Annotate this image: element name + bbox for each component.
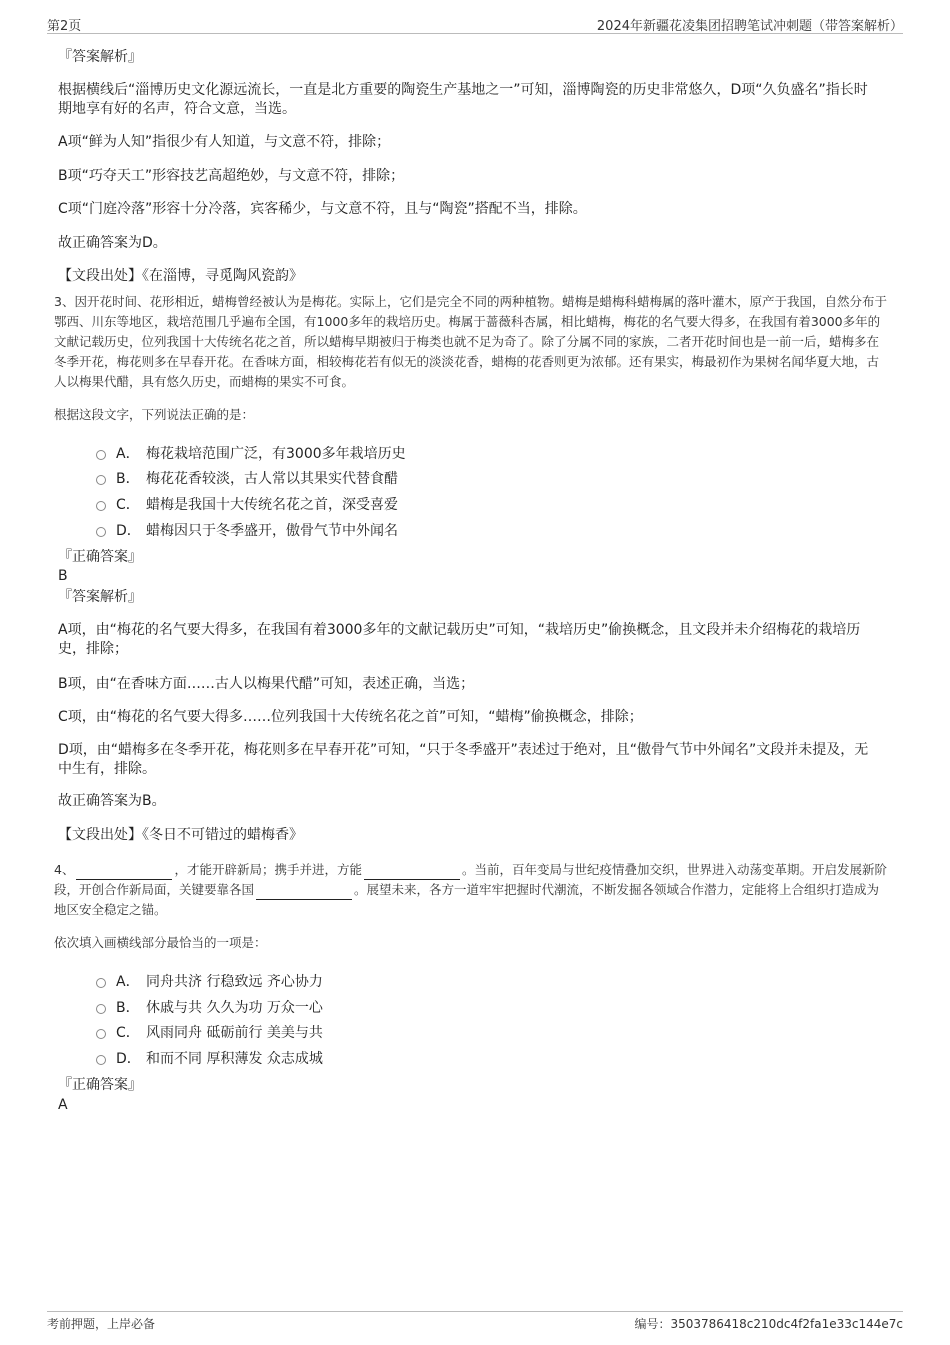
document-title: 2024年新疆花凌集团招聘笔试冲刺题（带答案解析）: [596, 19, 903, 34]
page-number: 第2页: [47, 19, 82, 34]
q4-segment-1: ，才能开辟新局；携手并进，方能: [174, 862, 362, 877]
option-letter: B．: [116, 1000, 140, 1016]
option-text: 蜡梅是我国十大传统名花之首，深受喜爱: [146, 497, 398, 513]
q4-prompt: 依次填入画横线部分最恰当的一项是：: [54, 935, 267, 950]
radio-icon[interactable]: [96, 1055, 106, 1065]
option-letter: D．: [116, 523, 141, 539]
fill-blank-2: [364, 865, 460, 880]
option-text: 同舟共济 行稳致远 齐心协力: [146, 974, 323, 990]
radio-icon[interactable]: [96, 1029, 106, 1039]
q3-analysis-label: 『答案解析』: [58, 589, 142, 605]
q2-source: 【文段出处】《在淄博，寻觅陶风瓷韵》: [58, 268, 303, 284]
fill-blank-1: [76, 865, 172, 880]
option-text: 梅花栽培范围广泛，有3000多年栽培历史: [146, 446, 406, 462]
radio-icon[interactable]: [96, 1004, 106, 1014]
q3-answer-label: 『正确答案』: [58, 549, 142, 565]
radio-icon[interactable]: [96, 978, 106, 988]
option-text: 和而不同 厚积薄发 众志成城: [146, 1051, 323, 1067]
q3-analysis-a: A项，由“梅花的名气要大得多，在我国有着3000多年的文献记载历史”可知，“栽培历史”偷换概念，且文段并未介绍梅花的栽培历史，排除；: [58, 622, 861, 657]
option-text: 风雨同舟 砥砺前行 美美与共: [146, 1025, 323, 1041]
option-letter: A．: [116, 446, 140, 462]
option-text: 梅花花香较淡，古人常以其果实代替食醋: [146, 471, 398, 487]
q3-option-b[interactable]: [96, 468, 398, 488]
q4-passage: [54, 860, 890, 920]
option-letter: B．: [116, 471, 140, 487]
radio-icon[interactable]: [96, 527, 106, 537]
q2-conclusion: 故正确答案为D。: [58, 235, 167, 251]
q3-prompt: 根据这段文字，下列说法正确的是：: [54, 407, 255, 422]
option-text: 休戚与共 久久为功 万众一心: [146, 1000, 323, 1016]
radio-icon[interactable]: [96, 501, 106, 511]
q3-option-a[interactable]: [96, 443, 406, 463]
radio-icon[interactable]: [96, 475, 106, 485]
q4-segment-3: 。展望未来，各方一道牢牢把握时代潮流，不断发掘各领域合作潜力，定能将上合组织打造成为地区安全稳定之锚。: [54, 882, 880, 917]
q4-number: 4、: [54, 862, 75, 877]
option-letter: C．: [116, 1025, 140, 1041]
q2-option-c-analysis: C项“门庭冷落”形容十分冷落，宾客稀少，与文意不符，且与“陶瓷”搭配不当，排除。: [58, 201, 587, 217]
footer-slogan: 考前押题，上岸必备: [47, 1317, 156, 1331]
footer-divider: [47, 1311, 903, 1312]
q3-analysis-d: D项，由“蜡梅多在冬季开花，梅花则多在早春开花”可知，“只于冬季盛开”表述过于绝对，且“傲骨气节中外闻名”文段并未提及，无中生有，排除。: [58, 742, 869, 777]
option-text: 蜡梅因只于冬季盛开，傲骨气节中外闻名: [146, 523, 398, 539]
q2-analysis-label: 『答案解析』: [58, 49, 142, 65]
q4-option-b[interactable]: [96, 997, 323, 1017]
q4-answer-label: 『正确答案』: [58, 1077, 142, 1093]
q2-option-b-analysis: B项“巧夺天工”形容技艺高超绝妙，与文意不符，排除；: [58, 168, 405, 184]
fill-blank-3: [256, 885, 352, 900]
document-code: 编号：3503786418c210dc4f2fa1e33c144e7c: [634, 1317, 903, 1331]
q4-option-c[interactable]: [96, 1022, 323, 1042]
q3-analysis-c: C项，由“梅花的名气要大得多……位列我国十大传统名花之首”可知，“蜡梅”偷换概念，排除；: [58, 709, 643, 725]
option-letter: A．: [116, 974, 140, 990]
q3-answer: B: [58, 568, 68, 584]
q3-passage: 3、因开花时间、花形相近，蜡梅曾经被认为是梅花。实际上，它们是完全不同的两种植物。蜡梅是蜡梅科蜡梅属的落叶灌木，原产于我国，自然分布于鄂西、川东等地区，栽培范围几乎遍布全国，有1000多年的栽培历史。梅属于蔷薇科杏属，相比蜡梅，梅花的名气要大得多，在我国有着3000多年的文献记载历史，位列我国十大传统名花之首，所以蜡梅早期被归于梅类也就不足为奇了。除了分属不同的家族，二者开花时间也是一前一后，蜡梅多在冬季开花，梅花则多在早春开花。在香味方面，相较梅花若有似无的淡淡花香，蜡梅的花香则更为浓郁。还有果实，梅最初作为果树名闻华夏大地，古人以梅果代醋，具有悠久历史，而蜡梅的果实不可食。: [54, 294, 887, 389]
q4-option-d[interactable]: [96, 1048, 323, 1068]
q3-analysis-b: B项，由“在香味方面……古人以梅果代醋”可知，表述正确，当选；: [58, 676, 475, 692]
q4-answer: A: [58, 1097, 68, 1113]
option-letter: D．: [116, 1051, 141, 1067]
header-divider: [47, 33, 903, 34]
q3-option-d[interactable]: [96, 520, 398, 540]
q4-segment-2: 。当前，百年变局与世纪疫情叠加交织，世界进入动荡变革期。开启发展新阶段，开创合作新局面，关键要靠各国: [54, 862, 887, 897]
q3-conclusion: 故正确答案为B。: [58, 793, 166, 809]
q3-option-c[interactable]: [96, 494, 398, 514]
q2-analysis-text: 根据横线后“淄博历史文化源远流长，一直是北方重要的陶瓷生产基地之一”可知，淄博陶瓷的历史非常悠久，D项“久负盛名”指长时期地享有好的名声，符合文意，当选。: [58, 82, 868, 117]
option-letter: C．: [116, 497, 140, 513]
radio-icon[interactable]: [96, 450, 106, 460]
q3-source: 【文段出处】《冬日不可错过的蜡梅香》: [58, 827, 303, 843]
q4-option-a[interactable]: [96, 971, 323, 991]
q2-option-a-analysis: A项“鲜为人知”指很少有人知道，与文意不符，排除；: [58, 134, 391, 150]
